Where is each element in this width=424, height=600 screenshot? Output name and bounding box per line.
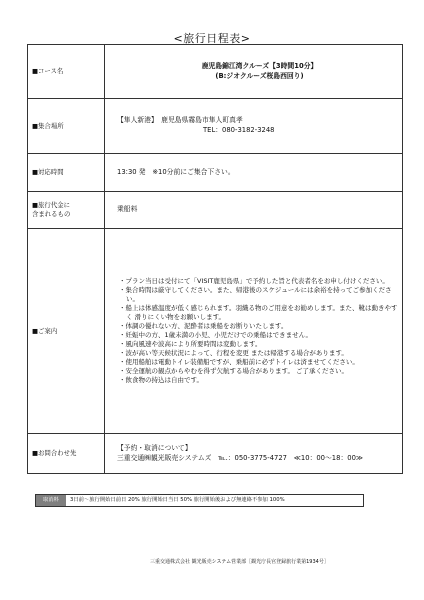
fee-row [28, 192, 403, 229]
guide-label: ■ご案内 [28, 229, 105, 434]
course-label: ■コース名 [28, 45, 105, 99]
cancellation-fee-text: 3日前～旅行開始日前日 20% 旅行開始日当日 50% 旅行開始後および無連絡不参加 100% [70, 497, 285, 503]
itinerary-table [27, 44, 403, 474]
guide-note: ・プラン当日は受付にて「VISIT鹿児島県」で予約した旨と代表者名をお申し付けください。 [119, 277, 389, 286]
course-row [28, 45, 403, 99]
fee-value: 乗船料 [105, 192, 403, 229]
contact-label: ■お問合わせ先 [28, 434, 105, 474]
time-row [28, 154, 403, 192]
course-subtitle: (B:ジオクルーズ桜島西回り) [215, 71, 304, 80]
meeting-row [28, 99, 403, 154]
guide-note: ・集合時間は厳守してください。また、帰港後のスケジュールには余裕を持ってご参加ください。 [119, 286, 392, 304]
guide-value [105, 229, 403, 434]
guide-row [28, 229, 403, 434]
guide-notes-list [105, 277, 402, 385]
guide-note: ・安全運航の観点からやむを得ず欠航する場合があります。 ご了承ください。 [119, 366, 349, 375]
meeting-label: ■集合場所 [28, 99, 105, 154]
page-title: <旅行日程表> [173, 32, 251, 45]
meeting-value [105, 99, 403, 154]
fee-label [28, 192, 105, 229]
guide-note: ・飲食物の持込は自由です。 [119, 375, 203, 384]
time-label: ■対応時間 [28, 154, 105, 192]
guide-note: ・風向風速や波高により所要時間は変動します。 [119, 339, 262, 348]
course-value [105, 45, 403, 99]
contact-heading: 【予約・取消について】 [117, 443, 192, 452]
time-value: 13:30 発 ※10分前にご集合下さい。 [105, 154, 403, 192]
fee-label-line2: 含まれるもの [32, 210, 71, 218]
guide-note: ・妊娠中の方、1歳未満の小児、小児だけでの乗船はできません。 [119, 331, 313, 339]
guide-note: ・波が高い等天候状況によって、行程を変更 または帰港する場合があります。 [119, 348, 348, 357]
fee-label-line1: ■旅行代金に [32, 201, 70, 210]
meeting-place: 【隼人新港】 鹿児島県霧島市隼人町真孝 [117, 116, 243, 125]
meeting-tel: TEL：080-3182-3248 [203, 126, 275, 134]
contact-details: 三重交通㈱観光販売システムズ ℡.：050-3775-4727 ≪10：00～18：00≫ [117, 453, 364, 462]
guide-note: ・船上は体感温度が低く感じられます。羽織る物のご用意をお勧めします。また、靴は動きやすく 滑りにくい物をお願いします。 [119, 304, 398, 322]
guide-note: ・使用船舶は電動トイレ装備船ですが、乗船前に必ずトイレは済ませてください。 [119, 357, 359, 366]
guide-note: ・体調の優れない方、泥酔者は乗船をお断りいたします。 [119, 322, 288, 331]
cancellation-fee-box [35, 494, 364, 507]
contact-row [28, 434, 403, 474]
cancellation-fee-title: 取消料 [36, 495, 66, 506]
course-name: 鹿児島錦江湾クルーズ【3時間10分】 [201, 61, 318, 70]
company-footer: 三重交通株式会社 観光販売システム営業部［観光庁長官登録旅行業第1934号］ [150, 559, 329, 565]
contact-value [105, 434, 403, 474]
